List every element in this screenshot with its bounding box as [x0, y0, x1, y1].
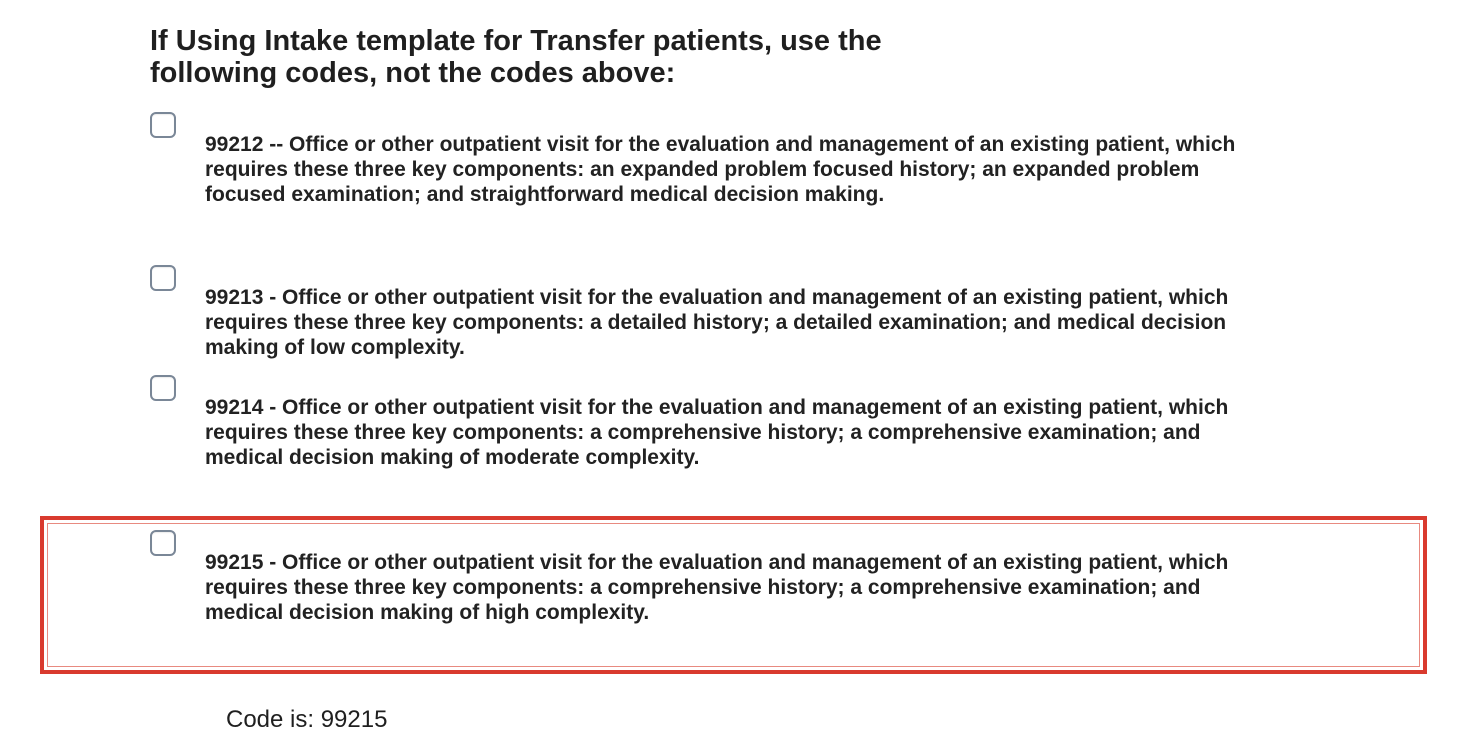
option-label: 99213 - Office or other outpatient visit for the evaluation and management of an existing patient, which requires these three key components: a detailed history; a detailed examination; and medical decision making of low complexity.: [205, 286, 1229, 359]
checkbox-99215[interactable]: [150, 530, 176, 556]
option-label: 99215 - Office or other outpatient visit for the evaluation and management of an existing patient, which requires these three key components: a comprehensive history; a comprehensive examination; and medical decision making of high complexity.: [205, 551, 1229, 624]
checkbox-99214[interactable]: [150, 375, 176, 401]
footer-code-text: Code is: 99215: [226, 706, 388, 733]
checkbox-99212[interactable]: [150, 112, 176, 138]
section-heading: If Using Intake template for Transfer patients, use the following codes, not the codes above:: [150, 25, 882, 89]
option-label: 99212 -- Office or other outpatient visit for the evaluation and management of an existing patient, which requires these three key components: an expanded problem focused history; an expanded problem focused examination; and straightforward medical decision making.: [205, 133, 1236, 206]
option-label: 99214 - Office or other outpatient visit for the evaluation and management of an existing patient, which requires these three key components: a comprehensive history; a comprehensive examination; and medical decision making of moderate complexity.: [205, 396, 1229, 469]
checkbox-99213[interactable]: [150, 265, 176, 291]
